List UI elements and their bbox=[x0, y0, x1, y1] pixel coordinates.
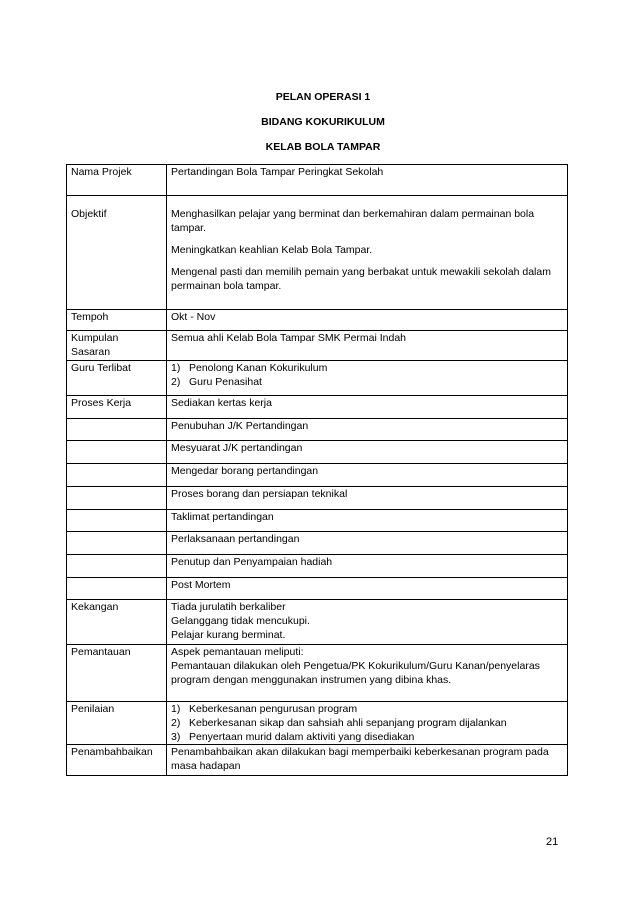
table-row bbox=[67, 361, 568, 396]
pemantauan-line: Pemantauan dilakukan oleh Pengetua/PK Kokurikulum/Guru Kanan/penyelaras program dengan menggunakan instrumen yang dibina khas. bbox=[171, 660, 540, 686]
table-row bbox=[67, 464, 568, 487]
label-line: Kumpulan bbox=[71, 332, 119, 344]
table-row bbox=[67, 165, 568, 196]
process-step: Sediakan kertas kerja bbox=[167, 396, 568, 419]
row-value-objektif bbox=[167, 196, 568, 310]
process-step: Mesyuarat J/K pertandingan bbox=[167, 441, 568, 464]
table-row bbox=[67, 441, 568, 464]
process-step: Taklimat pertandingan bbox=[167, 510, 568, 532]
process-step: Penutup dan Penyampaian hadiah bbox=[167, 555, 568, 578]
row-value-tempoh: Okt - Nov bbox=[167, 310, 568, 331]
process-step: Post Mortem bbox=[167, 578, 568, 600]
objektif-item: Menghasilkan pelajar yang berminat dan berkemahiran dalam permainan bola tampar. bbox=[171, 208, 535, 234]
table-row bbox=[67, 196, 568, 310]
label-line: Sasaran bbox=[71, 346, 111, 358]
process-step: Perlaksanaan pertandingan bbox=[167, 532, 568, 555]
table-row bbox=[67, 510, 568, 532]
operation-plan-table bbox=[66, 164, 568, 776]
process-step: Penubuhan J/K Pertandingan bbox=[167, 419, 568, 441]
row-label-objektif: Objektif bbox=[67, 196, 167, 310]
row-label-penambahbaikan: Penambahbaikan bbox=[67, 745, 167, 776]
page-number: 21 bbox=[546, 836, 559, 848]
field-title: BIDANG KOKURIKULUM bbox=[261, 116, 385, 128]
table-row bbox=[67, 331, 568, 361]
table-row bbox=[67, 555, 568, 578]
table-row bbox=[67, 396, 568, 419]
kekangan-line: Tiada jurulatih berkaliber bbox=[171, 601, 286, 613]
table-row bbox=[67, 745, 568, 776]
list-item: 2) Guru Penasihat bbox=[171, 376, 262, 388]
kekangan-line: Gelanggang tidak mencukupi. bbox=[171, 615, 310, 627]
table-row bbox=[67, 532, 568, 555]
row-value-kekangan bbox=[167, 600, 568, 645]
table-row bbox=[67, 600, 568, 645]
row-label-tempoh: Tempoh bbox=[67, 310, 167, 331]
row-value-nama-projek: Pertandingan Bola Tampar Peringkat Sekolah bbox=[167, 165, 568, 196]
table-row bbox=[67, 310, 568, 331]
row-label-proses-kerja: Proses Kerja bbox=[67, 396, 167, 419]
pemantauan-line: Aspek pemantauan meliputi: bbox=[171, 646, 304, 658]
row-value-penilaian bbox=[167, 702, 568, 745]
objektif-item: Mengenal pasti dan memilih pemain yang berbakat untuk mewakili sekolah dalam permainan bola tampar. bbox=[171, 266, 551, 292]
row-value-kumpulan-sasaran: Semua ahli Kelab Bola Tampar SMK Permai Indah bbox=[167, 331, 568, 361]
list-item: 1) Keberkesanan pengurusan program bbox=[171, 703, 358, 715]
table-row bbox=[67, 578, 568, 600]
row-label-kekangan: Kekangan bbox=[67, 600, 167, 645]
row-label-pemantauan: Pemantauan bbox=[67, 645, 167, 702]
table-row bbox=[67, 645, 568, 702]
row-label-nama-projek: Nama Projek bbox=[67, 165, 167, 196]
process-step: Mengedar borang pertandingan bbox=[167, 464, 568, 487]
table-row bbox=[67, 702, 568, 745]
list-item: 3) Penyertaan murid dalam aktiviti yang disediakan bbox=[171, 731, 415, 743]
club-title: KELAB BOLA TAMPAR bbox=[265, 141, 381, 153]
row-value-guru-terlibat bbox=[167, 361, 568, 396]
process-step: Proses borang dan persiapan teknikal bbox=[167, 487, 568, 510]
plan-title: PELAN OPERASI 1 bbox=[275, 91, 371, 103]
kekangan-line: Pelajar kurang berminat. bbox=[171, 629, 286, 641]
row-label-kumpulan-sasaran bbox=[67, 331, 167, 361]
row-label-penilaian: Penilaian bbox=[67, 702, 167, 745]
list-item: 2) Keberkesanan sikap dan sahsiah ahli sepanjang program dijalankan bbox=[171, 717, 507, 729]
list-item: 1) Penolong Kanan Kokurikulum bbox=[171, 362, 328, 374]
objektif-item: Meningkatkan keahlian Kelab Bola Tampar. bbox=[171, 244, 373, 256]
row-value-penambahbaikan: Penambahbaikan akan dilakukan bagi memperbaiki keberkesanan program pada masa hadapan bbox=[167, 745, 568, 776]
table-row bbox=[67, 487, 568, 510]
row-value-pemantauan bbox=[167, 645, 568, 702]
row-label-guru-terlibat: Guru Terlibat bbox=[67, 361, 167, 396]
table-row bbox=[67, 419, 568, 441]
